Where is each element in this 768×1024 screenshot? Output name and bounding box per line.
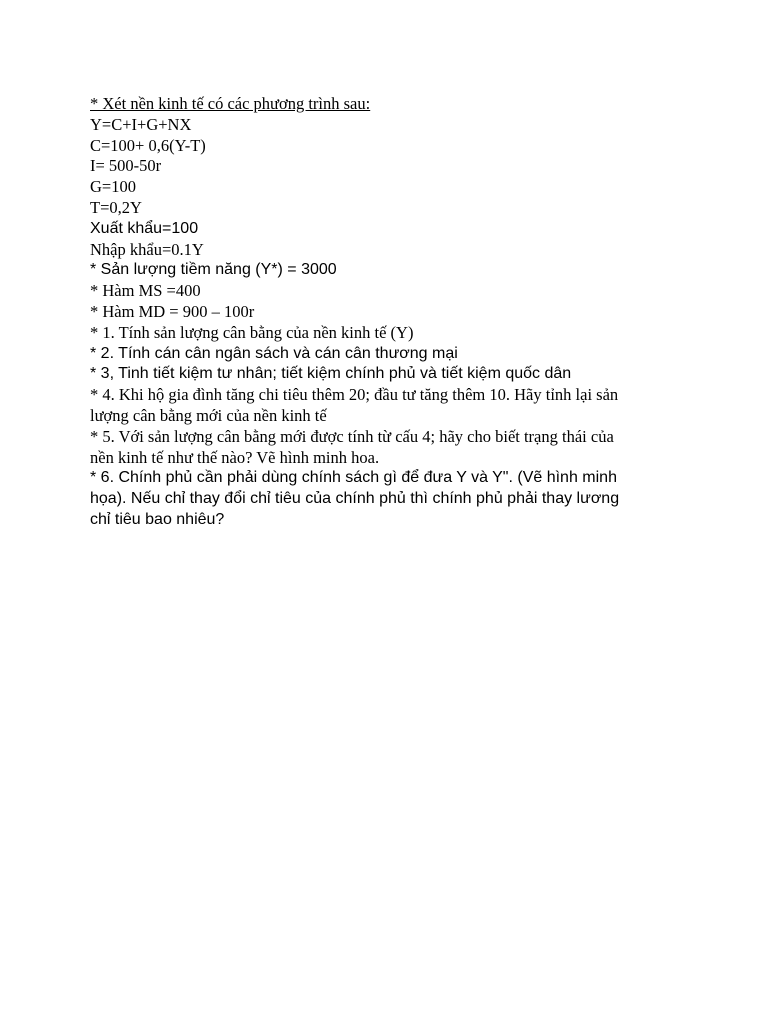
- question-1: * 1. Tính sản lượng cân bằng của nền kinh tế (Y): [90, 322, 414, 342]
- question-4-line-1: * 4. Khi hộ gia đình tăng chi tiêu thêm 20; đầu tư tăng thêm 10. Hãy tỉnh lại sản: [90, 385, 619, 405]
- question-6-line-3: chỉ tiêu bao nhiêu?: [90, 510, 225, 528]
- equation-potential-output: * Sản lượng tiềm năng (Y*) = 3000: [90, 261, 337, 279]
- question-5-line-1: * 5. Với sản lượng cân bằng mới được tính từ cấu 4; hãy cho biết trạng thái của: [90, 426, 614, 446]
- equation-imports: Nhập khẩu=0.1Y: [90, 239, 204, 259]
- document-heading: * Xét nền kinh tế có các phương trình sau:: [90, 94, 371, 113]
- question-2: * 2. Tính cán cân ngân sách và cán cân thương mại: [90, 344, 458, 362]
- equation-output: Y=C+I+G+NX: [90, 114, 192, 134]
- equation-exports: Xuất khẩu=100: [90, 219, 199, 237]
- equation-investment: I= 500-50r: [90, 156, 162, 176]
- equation-tax: T=0,2Y: [90, 197, 142, 217]
- question-6-line-1: * 6. Chính phủ cần phải dùng chính sách gì để đưa Y và Y". (Vẽ hình minh: [90, 469, 617, 487]
- question-5-line-2: nền kinh tế như thế nào? Vẽ hình minh hoa.: [90, 447, 380, 467]
- question-4-line-2: lượng cân bằng mới của nền kinh tế: [90, 405, 327, 425]
- equation-consumption: C=100+ 0,6(Y-T): [90, 135, 206, 155]
- equation-government: G=100: [90, 177, 136, 197]
- question-3: * 3, Tinh tiết kiệm tư nhân; tiết kiệm chính phủ và tiết kiệm quốc dân: [90, 365, 572, 383]
- document-page: [90, 94, 690, 531]
- equation-money-supply: * Hàm MS =400: [90, 281, 201, 301]
- question-6-line-2: họa). Nếu chỉ thay đổi chỉ tiêu của chính phủ thì chính phủ phải thay lương: [90, 490, 620, 508]
- equation-money-demand: * Hàm MD = 900 – 100r: [90, 301, 255, 321]
